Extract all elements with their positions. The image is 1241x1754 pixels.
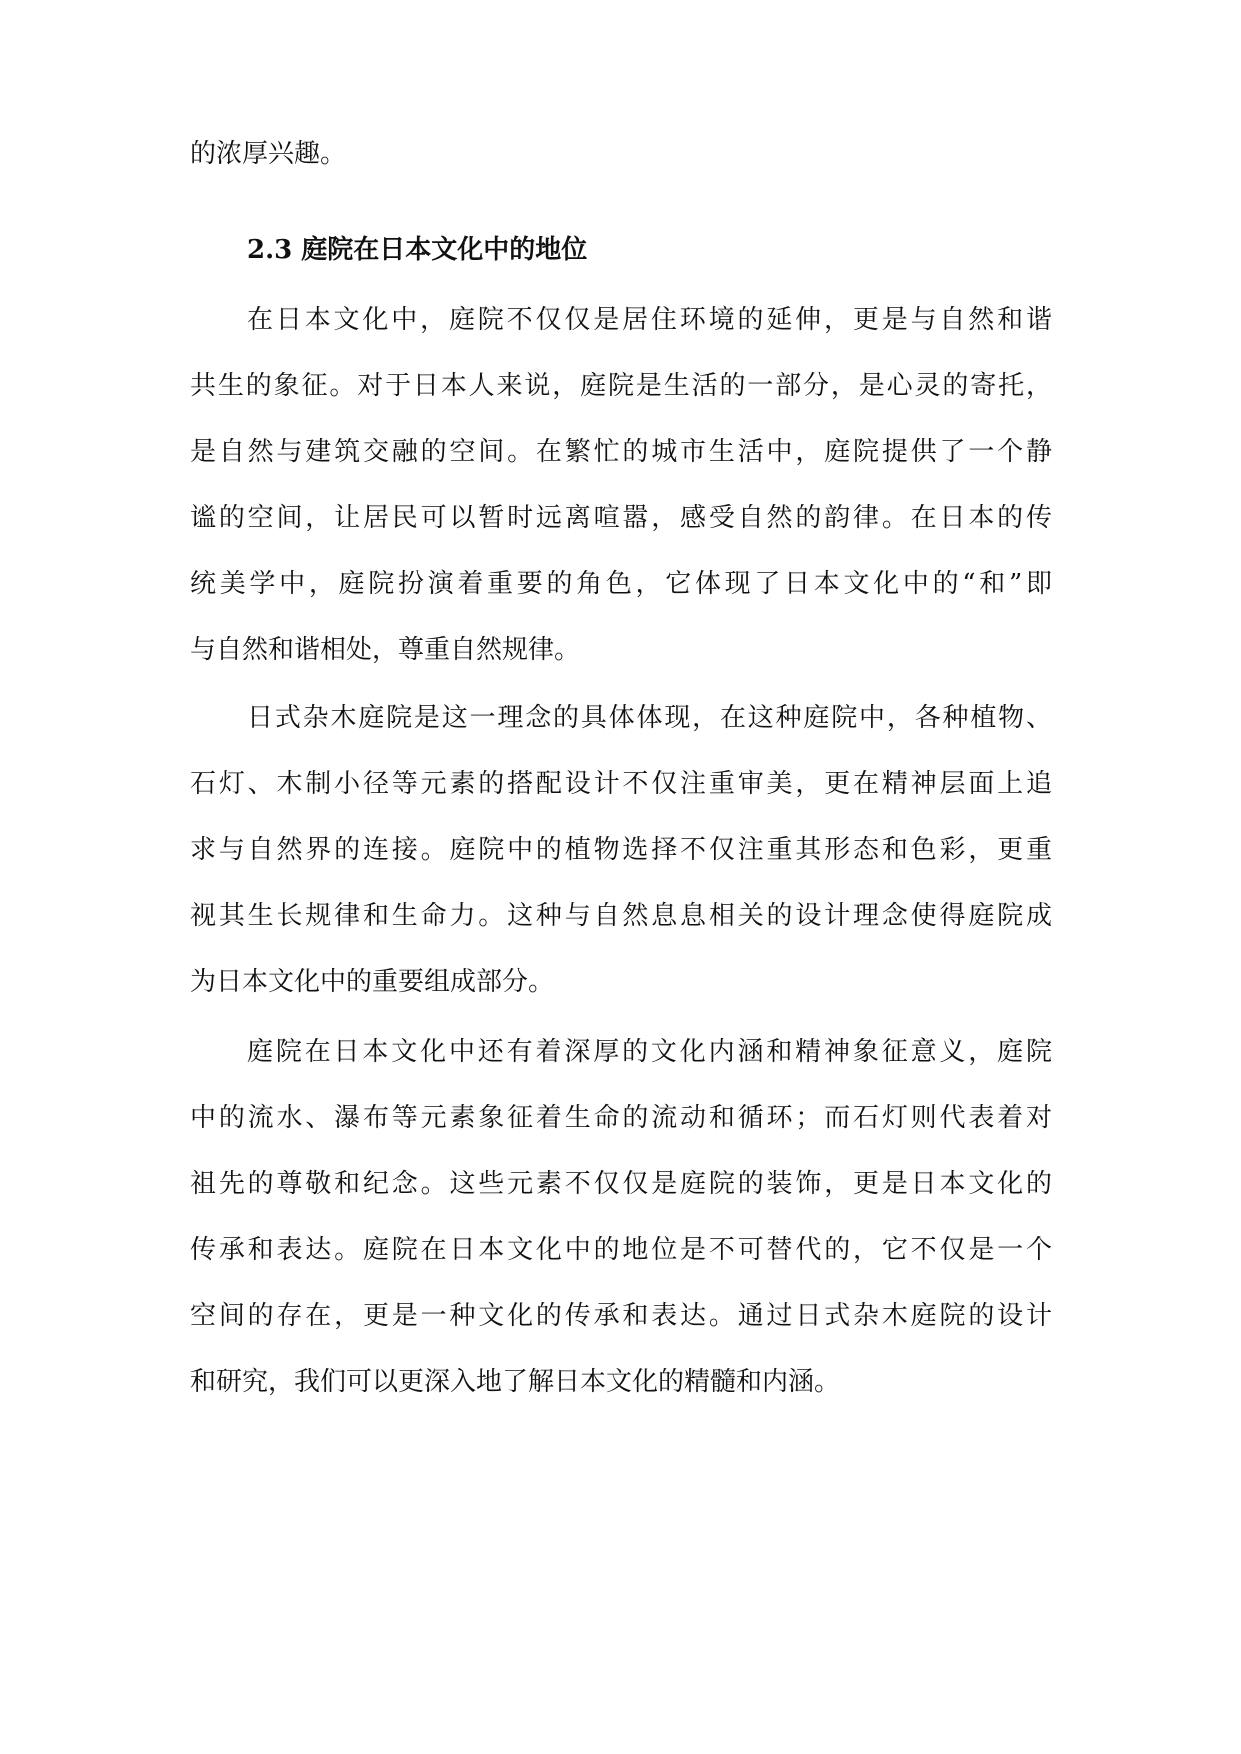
- paragraph-line: 祖先的尊敬和纪念。这些元素不仅仅是庭院的装饰，更是日本文化的: [190, 1169, 1052, 1199]
- paragraph-line: 为日本文化中的重要组成部分。: [190, 967, 555, 997]
- paragraph-line: 统美学中，庭院扮演着重要的角色，它体现了日本文化中的“和”即: [190, 569, 1052, 599]
- paragraph-line: 和研究，我们可以更深入地了解日本文化的精髓和内涵。: [190, 1367, 841, 1397]
- carryover-text-line: 的浓厚兴趣。: [190, 139, 347, 169]
- paragraph-line: 共生的象征。对于日本人来说，庭院是生活的一部分，是心灵的寄托，: [190, 371, 1052, 401]
- paragraph-line: 空间的存在，更是一种文化的传承和表达。通过日式杂木庭院的设计: [190, 1301, 1052, 1331]
- paragraph-line: 与自然和谐相处，尊重自然规律。: [190, 635, 581, 665]
- paragraph-line: 谧的空间，让居民可以暂时远离喧嚣，感受自然的韵律。在日本的传: [190, 503, 1052, 533]
- paragraph-line: 庭院在日本文化中还有着深厚的文化内涵和精神象征意义，庭院: [247, 1037, 1052, 1067]
- paragraph-line: 在日本文化中，庭院不仅仅是居住环境的延伸，更是与自然和谐: [247, 305, 1052, 335]
- paragraph-line: 中的流水、瀑布等元素象征着生命的流动和循环；而石灯则代表着对: [190, 1103, 1052, 1133]
- paragraph-line: 求与自然界的连接。庭院中的植物选择不仅注重其形态和色彩，更重: [190, 835, 1052, 865]
- paragraph-line: 石灯、木制小径等元素的搭配设计不仅注重审美，更在精神层面上追: [190, 769, 1052, 799]
- paragraph-line: 传承和表达。庭院在日本文化中的地位是不可替代的，它不仅是一个: [190, 1235, 1052, 1265]
- paragraph-line: 是自然与建筑交融的空间。在繁忙的城市生活中，庭院提供了一个静: [190, 437, 1052, 467]
- paragraph-line: 日式杂木庭院是这一理念的具体体现，在这种庭院中，各种植物、: [247, 703, 1052, 733]
- section-heading: 2.3 庭院在日本文化中的地位: [247, 235, 588, 265]
- paragraph-line: 视其生长规律和生命力。这种与自然息息相关的设计理念使得庭院成: [190, 901, 1052, 931]
